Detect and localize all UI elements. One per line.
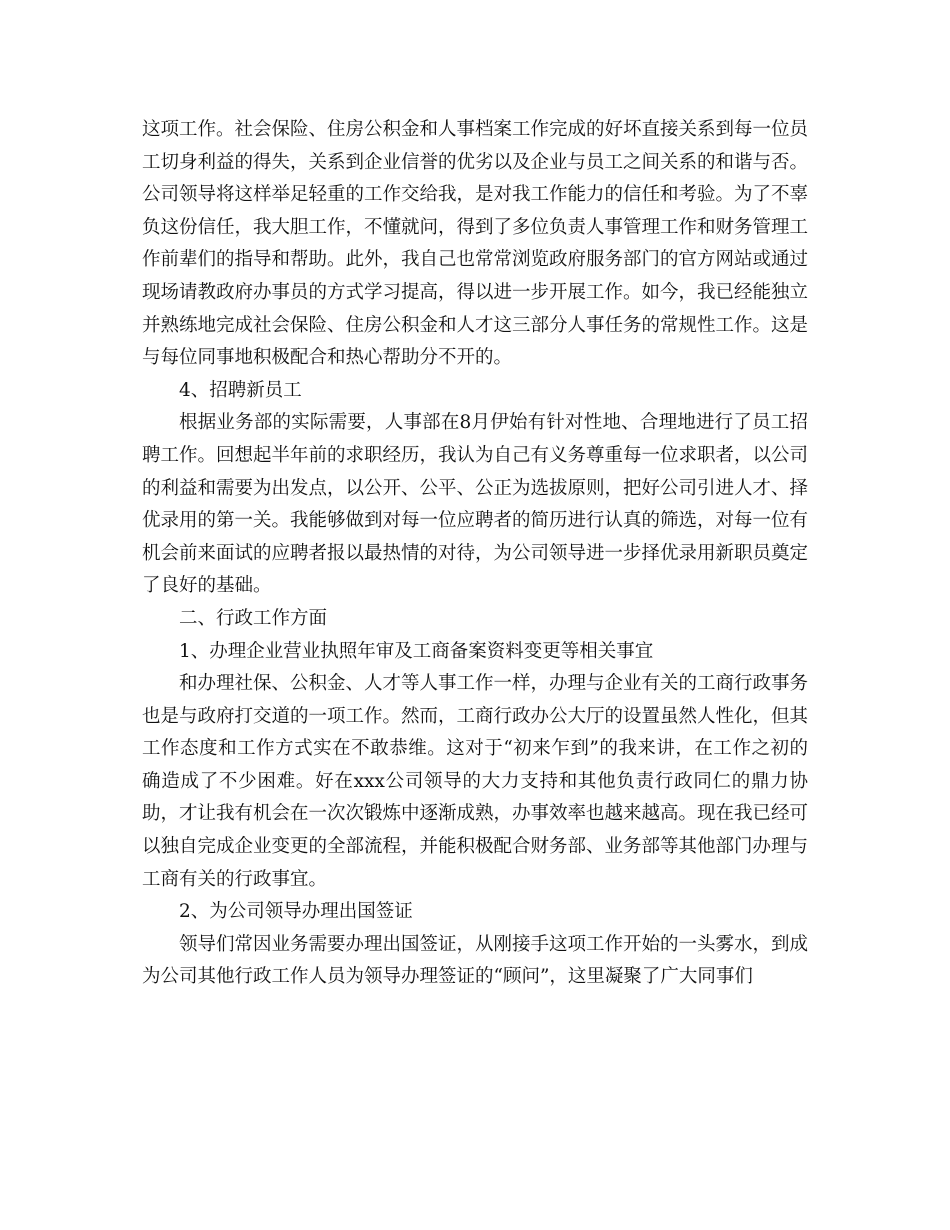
heading-business-license: 1、办理企业营业执照年审及工商备案资料变更等相关事宜 xyxy=(179,640,654,662)
paragraph-visa: 领导们常因业务需要办理出国签证，从刚接手这项工作开始的一头雾水，到成为公司其他行政工作人员为领导办理签证的“顾问”，这里凝聚了广大同事们 xyxy=(142,933,809,988)
document-body xyxy=(142,114,808,994)
heading-administrative-work: 二、行政工作方面 xyxy=(179,607,328,629)
paragraph-business-affairs: 和办理社保、公积金、人才等人事工作一样，办理与企业有关的工商行政事务也是与政府打交道的一项工作。然而，工商行政办公大厅的设置虽然人性化，但其工作态度和工作方式实在不敢恭维。这对于“初来乍到”的我来讲，在工作之初的确造成了不少困难。好在xxx公司领导的大力支持和其他负责行政同仁的鼎力协助，才让我有机会在一次次锻炼中逐渐成熟，办事效率也越来越高。现在我已经可以独自完成企业变更的全部流程，并能积极配合财务部、业务部等其他部门办理与工商有关的行政事宜。 xyxy=(142,673,809,890)
paragraph-social-insurance: 这项工作。社会保险、住房公积金和人事档案工作完成的好坏直接关系到每一位员工切身利益的得失，关系到企业信誉的优劣以及企业与员工之间关系的和谐与否。公司领导将这样举足轻重的工作交给我，是对我工作能力的信任和考验。为了不辜负这份信任，我大胆工作，不懂就问，得到了多位负责人事管理工作和财务管理工作前辈们的指导和帮助。此外，我自己也常常浏览政府服务部门的官方网站或通过现场请教政府办事员的方式学习提高，得以进一步开展工作。如今，我已经能独立并熟练地完成社会保险、住房公积金和人才这三部分人事任务的常规性工作。这是与每位同事地积极配合和热心帮助分不开的。 xyxy=(142,119,809,369)
heading-recruit-new-staff: 4、招聘新员工 xyxy=(179,379,302,401)
heading-visa: 2、为公司领导办理出国签证 xyxy=(179,901,413,923)
paragraph-recruitment: 根据业务部的实际需要，人事部在8月伊始有针对性地、合理地进行了员工招聘工作。回想起半年前的求职经历，我认为自己有义务尊重每一位求职者，以公司的利益和需要为出发点，以公开、公平、公正为选拔原则，把好公司引进人才、择优录用的第一关。我能够做到对每一位应聘者的简历进行认真的筛选，对每一位有机会前来面试的应聘者报以最热情的对待，为公司领导进一步择优录用新职员奠定了良好的基础。 xyxy=(142,412,809,597)
